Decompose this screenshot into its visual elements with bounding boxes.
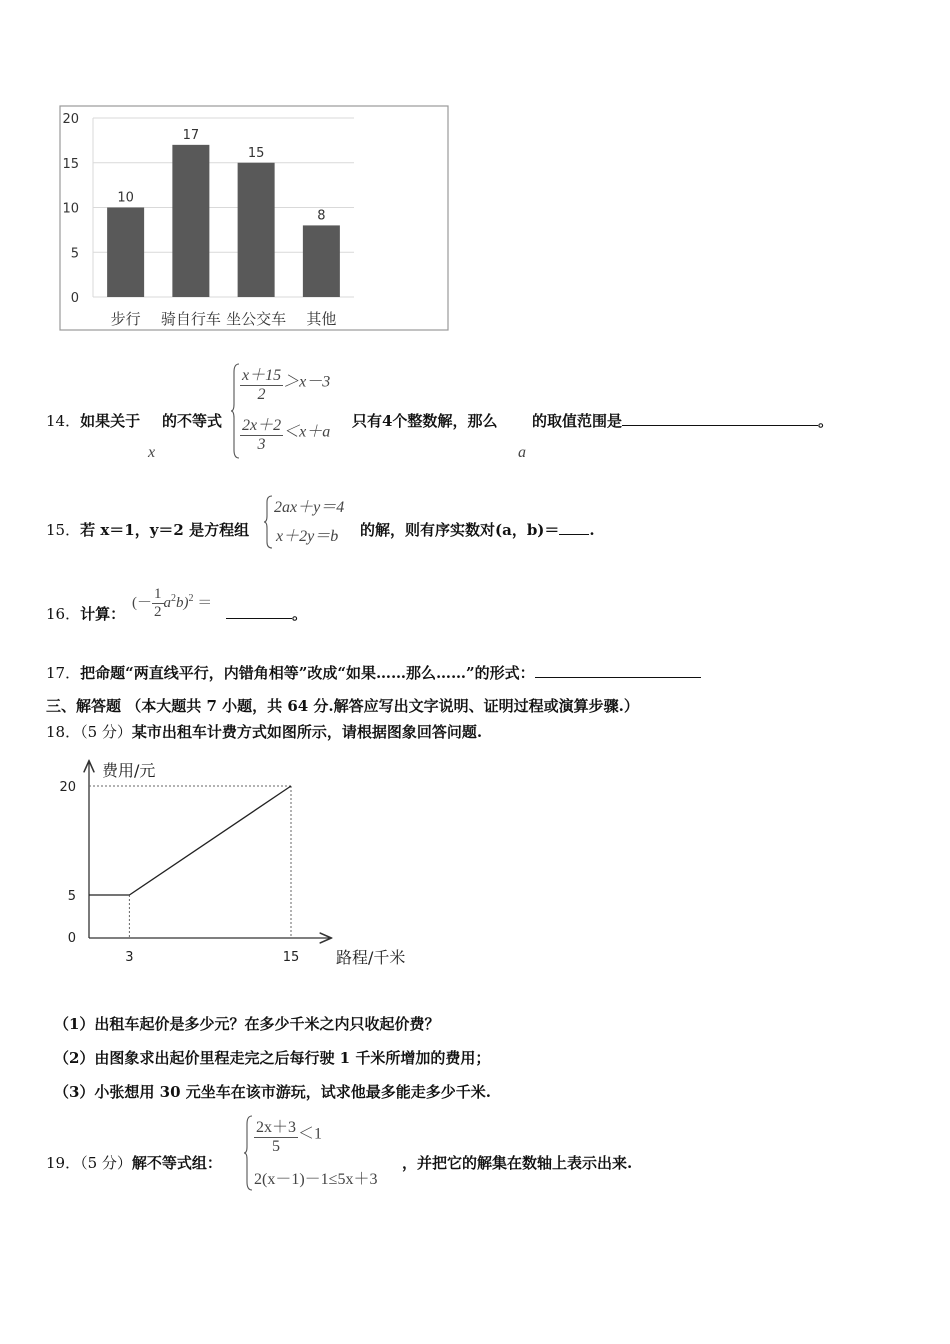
- bar: [238, 163, 275, 297]
- fare-tick-labels: [59, 780, 299, 965]
- fare-y-tick-label: 5: [67, 889, 76, 904]
- bar-category-label: 其他: [306, 310, 337, 328]
- q19-ineq1-rhs: ＜1: [298, 1125, 323, 1143]
- q18-score: （5 分）: [80, 723, 132, 741]
- fare-y-tick-label: 20: [59, 780, 76, 795]
- bar-y-tick-label: 5: [70, 246, 79, 262]
- q15-brace: [264, 494, 274, 550]
- q19-inequality-2: 2(x－1)－1≤5x＋3: [254, 1171, 378, 1188]
- q19-post: ，并把它的解集在数轴上表示出来.: [402, 1154, 633, 1172]
- q19-score: （5 分）: [80, 1154, 132, 1172]
- q18-sub-2: （2）由图象求出起价里程走完之后每行驶 1 千米所增加的费用；: [54, 1049, 491, 1067]
- q14-pre: 如果关于: [80, 412, 141, 430]
- q16-expression: (－ $\frac{1}{2}$ $a^2b)^2$ ＝: [132, 586, 213, 620]
- q17-number: 17．: [46, 664, 81, 682]
- bar: [303, 225, 340, 297]
- q14-ask: 的取值范围是 。: [532, 412, 834, 430]
- taxi-fare-line-chart: [56, 754, 426, 970]
- q14-ineq2-denominator: 3: [257, 436, 266, 453]
- question-16: [46, 603, 125, 624]
- q14-inequality-1: [240, 362, 330, 404]
- q18-text: 某市出租车计费方式如图所示，请根据图象回答问题.: [131, 723, 483, 741]
- bar-category-label: 骑自行车: [160, 310, 221, 328]
- q15-number: 15．: [46, 521, 81, 539]
- question-14: [46, 410, 140, 431]
- q18-number: 18．: [46, 723, 81, 741]
- q14-mid: 的不等式: [162, 412, 223, 430]
- fare-x-tick-label: 3: [125, 950, 134, 965]
- q18-sub-3: （3）小张想用 30 元坐车在该市游玩，试求他最多能走多少千米.: [54, 1083, 491, 1101]
- q19-ineq1-numerator: 2x＋3: [254, 1114, 298, 1138]
- q15-post: 的解，则有序实数对(a，b)＝ .: [360, 521, 595, 539]
- q19-ineq1-denominator: 5: [272, 1138, 280, 1155]
- bar-data-label: 15: [247, 145, 265, 161]
- bar: [172, 145, 209, 297]
- q14-answer-blank[interactable]: [622, 425, 818, 426]
- q19-number: 19．: [46, 1154, 81, 1172]
- fare-guide-lines: [89, 786, 291, 938]
- q14-ineq2-rhs: ＜x＋a: [283, 423, 331, 441]
- bar: [107, 208, 144, 298]
- q15-equation-1: 2ax＋y＝4: [274, 499, 345, 516]
- q16-answer: 。: [226, 603, 307, 624]
- bar-y-tick-label: 20: [62, 112, 79, 127]
- fare-series: [89, 786, 291, 895]
- fare-x-tick-label: 15: [282, 950, 300, 965]
- bar-y-tick-label: 0: [70, 291, 79, 306]
- q19-brace: [244, 1114, 254, 1192]
- q14-var-a: a: [518, 444, 526, 461]
- q17-answer-blank[interactable]: [535, 677, 701, 678]
- question-17: [46, 662, 701, 683]
- fare-segment: [129, 786, 291, 895]
- q15-equation-2: x＋2y＝b: [276, 528, 339, 545]
- q17-text: 把命题“两直线平行，内错角相等”改成“如果……那么……”的形式：: [80, 664, 535, 682]
- bar-data-label: 17: [182, 127, 200, 143]
- q16-answer-blank[interactable]: [226, 618, 292, 619]
- bar-data-label: 8: [317, 208, 326, 224]
- fare-x-axis-label: 路程/千米: [336, 948, 406, 967]
- fare-origin-label: 0: [67, 931, 76, 946]
- q14-ineq1-rhs: ＞x－3: [283, 373, 331, 391]
- q14-ineq1-numerator: x＋15: [240, 362, 283, 386]
- bar-category-label: 步行: [110, 310, 141, 328]
- q14-ineq2-numerator: 2x＋2: [240, 412, 283, 436]
- q14-var-x: x: [148, 444, 156, 461]
- bar-y-tick-label: 15: [62, 156, 79, 172]
- bar-category-label: 坐公交车: [226, 310, 287, 328]
- q14-number: 14．: [46, 412, 81, 430]
- transport-bar-chart: [56, 100, 452, 336]
- q18-sub-1: （1）出租车起价是多少元？在多少千米之内只收起价费？: [54, 1015, 440, 1033]
- q15-answer-blank[interactable]: [559, 534, 589, 535]
- q16-text: 计算：: [80, 605, 126, 623]
- q16-number: 16．: [46, 605, 81, 623]
- question-19: [46, 1152, 222, 1173]
- q14-ineq1-denominator: 2: [257, 386, 266, 403]
- q14-post: 只有4个整数解，那么: [352, 412, 498, 430]
- q19-text: 解不等式组：: [131, 1154, 222, 1172]
- q15-text: 若 x＝1，y＝2 是方程组: [80, 521, 250, 539]
- q14-inequality-2: [240, 412, 330, 454]
- bar-y-tick-label: 10: [62, 201, 79, 217]
- question-18: [46, 721, 482, 742]
- q19-inequality-1: [254, 1114, 322, 1156]
- fare-y-axis-label: 费用/元: [102, 761, 156, 780]
- bar-data-label: 10: [117, 190, 134, 206]
- question-15: [46, 519, 249, 540]
- section-3-heading: 三、解答题 （本大题共 7 小题，共 64 分.解答应写出文字说明、证明过程或演算步骤.）: [46, 697, 639, 715]
